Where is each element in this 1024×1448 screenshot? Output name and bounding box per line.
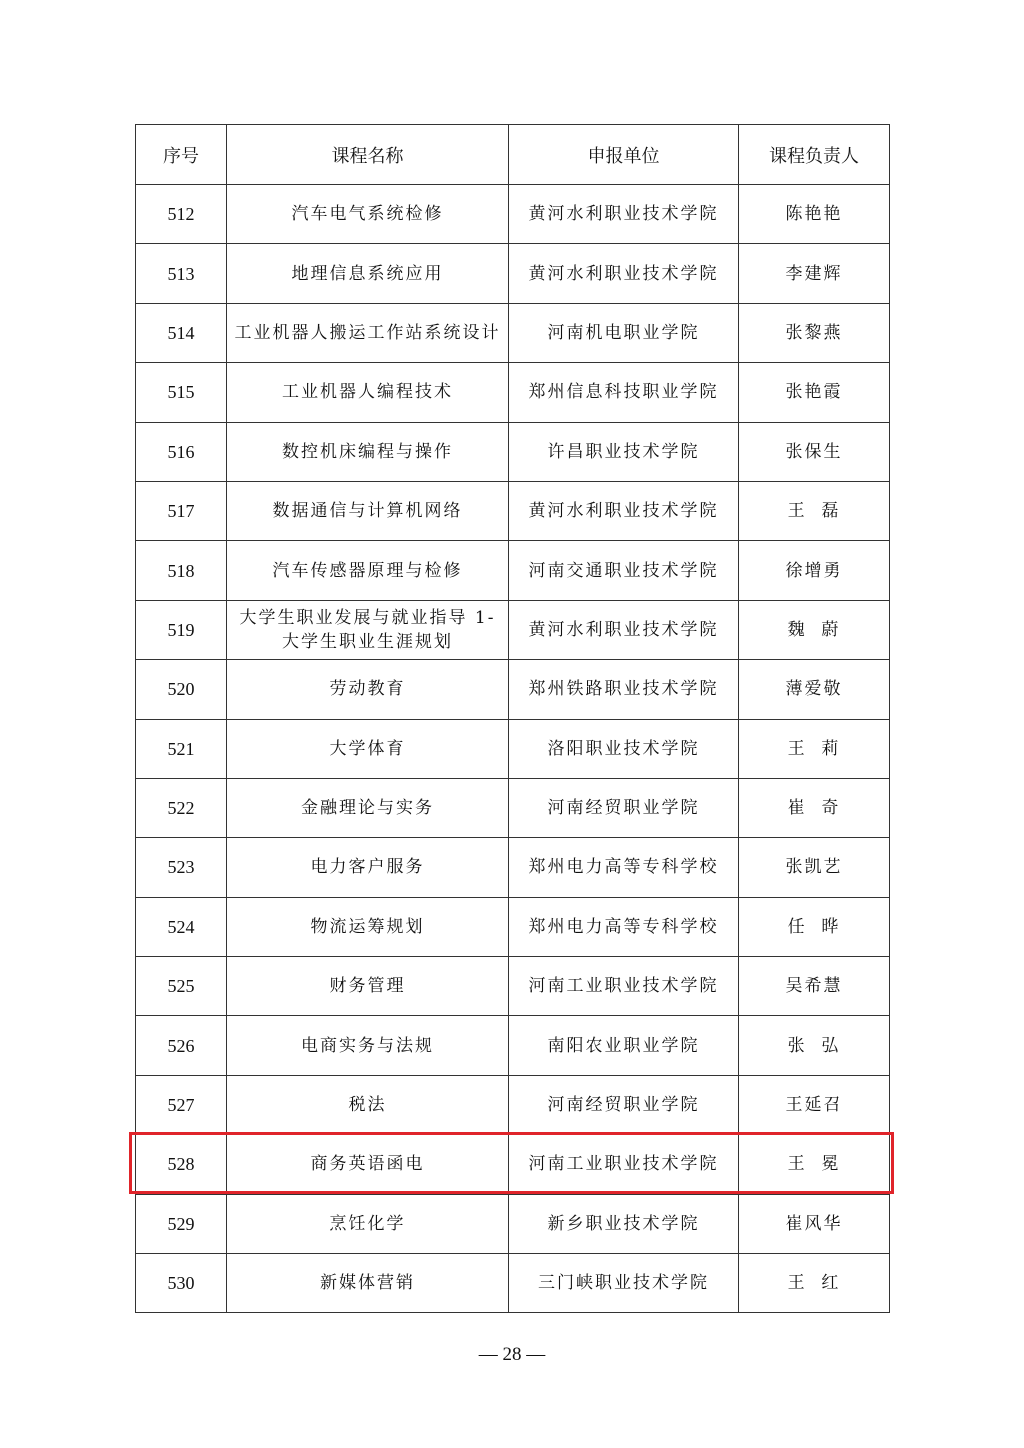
cell-institution: 郑州电力高等专科学校 [509, 897, 739, 956]
cell-institution: 河南交通职业技术学院 [509, 541, 739, 600]
cell-course-name: 新媒体营销 [227, 1254, 509, 1313]
cell-institution: 许昌职业技术学院 [509, 422, 739, 481]
cell-course-lead: 陈艳艳 [739, 185, 890, 244]
cell-index: 520 [136, 660, 227, 719]
cell-course-name: 劳动教育 [227, 660, 509, 719]
header-course-name: 课程名称 [227, 125, 509, 185]
cell-course-lead: 张凯艺 [739, 838, 890, 897]
cell-index: 519 [136, 600, 227, 659]
cell-institution: 黄河水利职业技术学院 [509, 244, 739, 303]
cell-course-name: 财务管理 [227, 957, 509, 1016]
cell-index: 513 [136, 244, 227, 303]
cell-institution: 南阳农业职业学院 [509, 1016, 739, 1075]
cell-course-name: 物流运筹规划 [227, 897, 509, 956]
header-institution: 申报单位 [509, 125, 739, 185]
cell-index: 518 [136, 541, 227, 600]
cell-institution: 郑州铁路职业技术学院 [509, 660, 739, 719]
table-row [136, 838, 890, 897]
cell-course-name: 金融理论与实务 [227, 778, 509, 837]
cell-course-lead: 李建辉 [739, 244, 890, 303]
cell-index: 527 [136, 1075, 227, 1134]
cell-institution: 河南工业职业技术学院 [509, 957, 739, 1016]
cell-institution: 河南经贸职业学院 [509, 778, 739, 837]
header-index: 序号 [136, 125, 227, 185]
course-table [135, 124, 890, 1313]
cell-course-name: 大学生职业发展与就业指导 1-大学生职业生涯规划 [227, 600, 509, 659]
cell-index: 530 [136, 1254, 227, 1313]
cell-course-lead: 薄爱敬 [739, 660, 890, 719]
cell-course-lead: 崔风华 [739, 1194, 890, 1253]
cell-course-lead: 张保生 [739, 422, 890, 481]
cell-course-lead: 任 晔 [739, 897, 890, 956]
cell-institution: 河南工业职业技术学院 [509, 1135, 739, 1194]
table-row [136, 363, 890, 422]
cell-institution: 新乡职业技术学院 [509, 1194, 739, 1253]
cell-index: 514 [136, 303, 227, 362]
cell-institution: 黄河水利职业技术学院 [509, 481, 739, 540]
cell-institution: 郑州信息科技职业学院 [509, 363, 739, 422]
cell-index: 523 [136, 838, 227, 897]
table-row [136, 422, 890, 481]
cell-institution: 河南机电职业学院 [509, 303, 739, 362]
table-row [136, 957, 890, 1016]
cell-course-lead: 张黎燕 [739, 303, 890, 362]
cell-course-name: 汽车传感器原理与检修 [227, 541, 509, 600]
table-row [136, 541, 890, 600]
cell-course-lead: 王 莉 [739, 719, 890, 778]
cell-course-name: 电商实务与法规 [227, 1016, 509, 1075]
cell-index: 522 [136, 778, 227, 837]
cell-course-lead: 徐增勇 [739, 541, 890, 600]
cell-course-name: 税法 [227, 1075, 509, 1134]
cell-index: 529 [136, 1194, 227, 1253]
table-row [136, 600, 890, 659]
table-body [136, 185, 890, 1313]
table-row [136, 244, 890, 303]
table-row [136, 303, 890, 362]
cell-index: 517 [136, 481, 227, 540]
cell-institution: 洛阳职业技术学院 [509, 719, 739, 778]
table-row [136, 660, 890, 719]
cell-institution: 郑州电力高等专科学校 [509, 838, 739, 897]
cell-institution: 三门峡职业技术学院 [509, 1254, 739, 1313]
page-number: — 28 — [478, 1344, 546, 1365]
cell-course-name: 工业机器人搬运工作站系统设计 [227, 303, 509, 362]
cell-course-name: 数控机床编程与操作 [227, 422, 509, 481]
table-row [136, 481, 890, 540]
cell-index: 525 [136, 957, 227, 1016]
cell-index: 526 [136, 1016, 227, 1075]
cell-course-lead: 吴希慧 [739, 957, 890, 1016]
table-row [136, 897, 890, 956]
cell-index: 516 [136, 422, 227, 481]
table-header [136, 125, 890, 185]
header-course-lead: 课程负责人 [739, 125, 890, 185]
table-row [136, 1075, 890, 1134]
cell-course-name: 数据通信与计算机网络 [227, 481, 509, 540]
cell-index: 521 [136, 719, 227, 778]
cell-course-lead: 王 红 [739, 1254, 890, 1313]
cell-course-lead: 张艳霞 [739, 363, 890, 422]
cell-course-name: 大学体育 [227, 719, 509, 778]
cell-course-lead: 王延召 [739, 1075, 890, 1134]
table-row [136, 1135, 890, 1194]
table-row [136, 778, 890, 837]
cell-course-name: 商务英语函电 [227, 1135, 509, 1194]
cell-institution: 黄河水利职业技术学院 [509, 600, 739, 659]
header-row [136, 125, 890, 185]
cell-course-name: 工业机器人编程技术 [227, 363, 509, 422]
cell-index: 524 [136, 897, 227, 956]
cell-index: 512 [136, 185, 227, 244]
cell-index: 528 [136, 1135, 227, 1194]
cell-course-lead: 张 弘 [739, 1016, 890, 1075]
cell-course-lead: 魏 蔚 [739, 600, 890, 659]
cell-institution: 黄河水利职业技术学院 [509, 185, 739, 244]
cell-course-lead: 王 冕 [739, 1135, 890, 1194]
cell-course-name: 电力客户服务 [227, 838, 509, 897]
cell-index: 515 [136, 363, 227, 422]
cell-institution: 河南经贸职业学院 [509, 1075, 739, 1134]
table-row [136, 1016, 890, 1075]
cell-course-name: 地理信息系统应用 [227, 244, 509, 303]
cell-course-lead: 王 磊 [739, 481, 890, 540]
cell-course-name: 汽车电气系统检修 [227, 185, 509, 244]
cell-course-name: 烹饪化学 [227, 1194, 509, 1253]
table-row [136, 185, 890, 244]
cell-course-lead: 崔 奇 [739, 778, 890, 837]
table-row [136, 1254, 890, 1313]
table-row [136, 1194, 890, 1253]
table-row [136, 719, 890, 778]
